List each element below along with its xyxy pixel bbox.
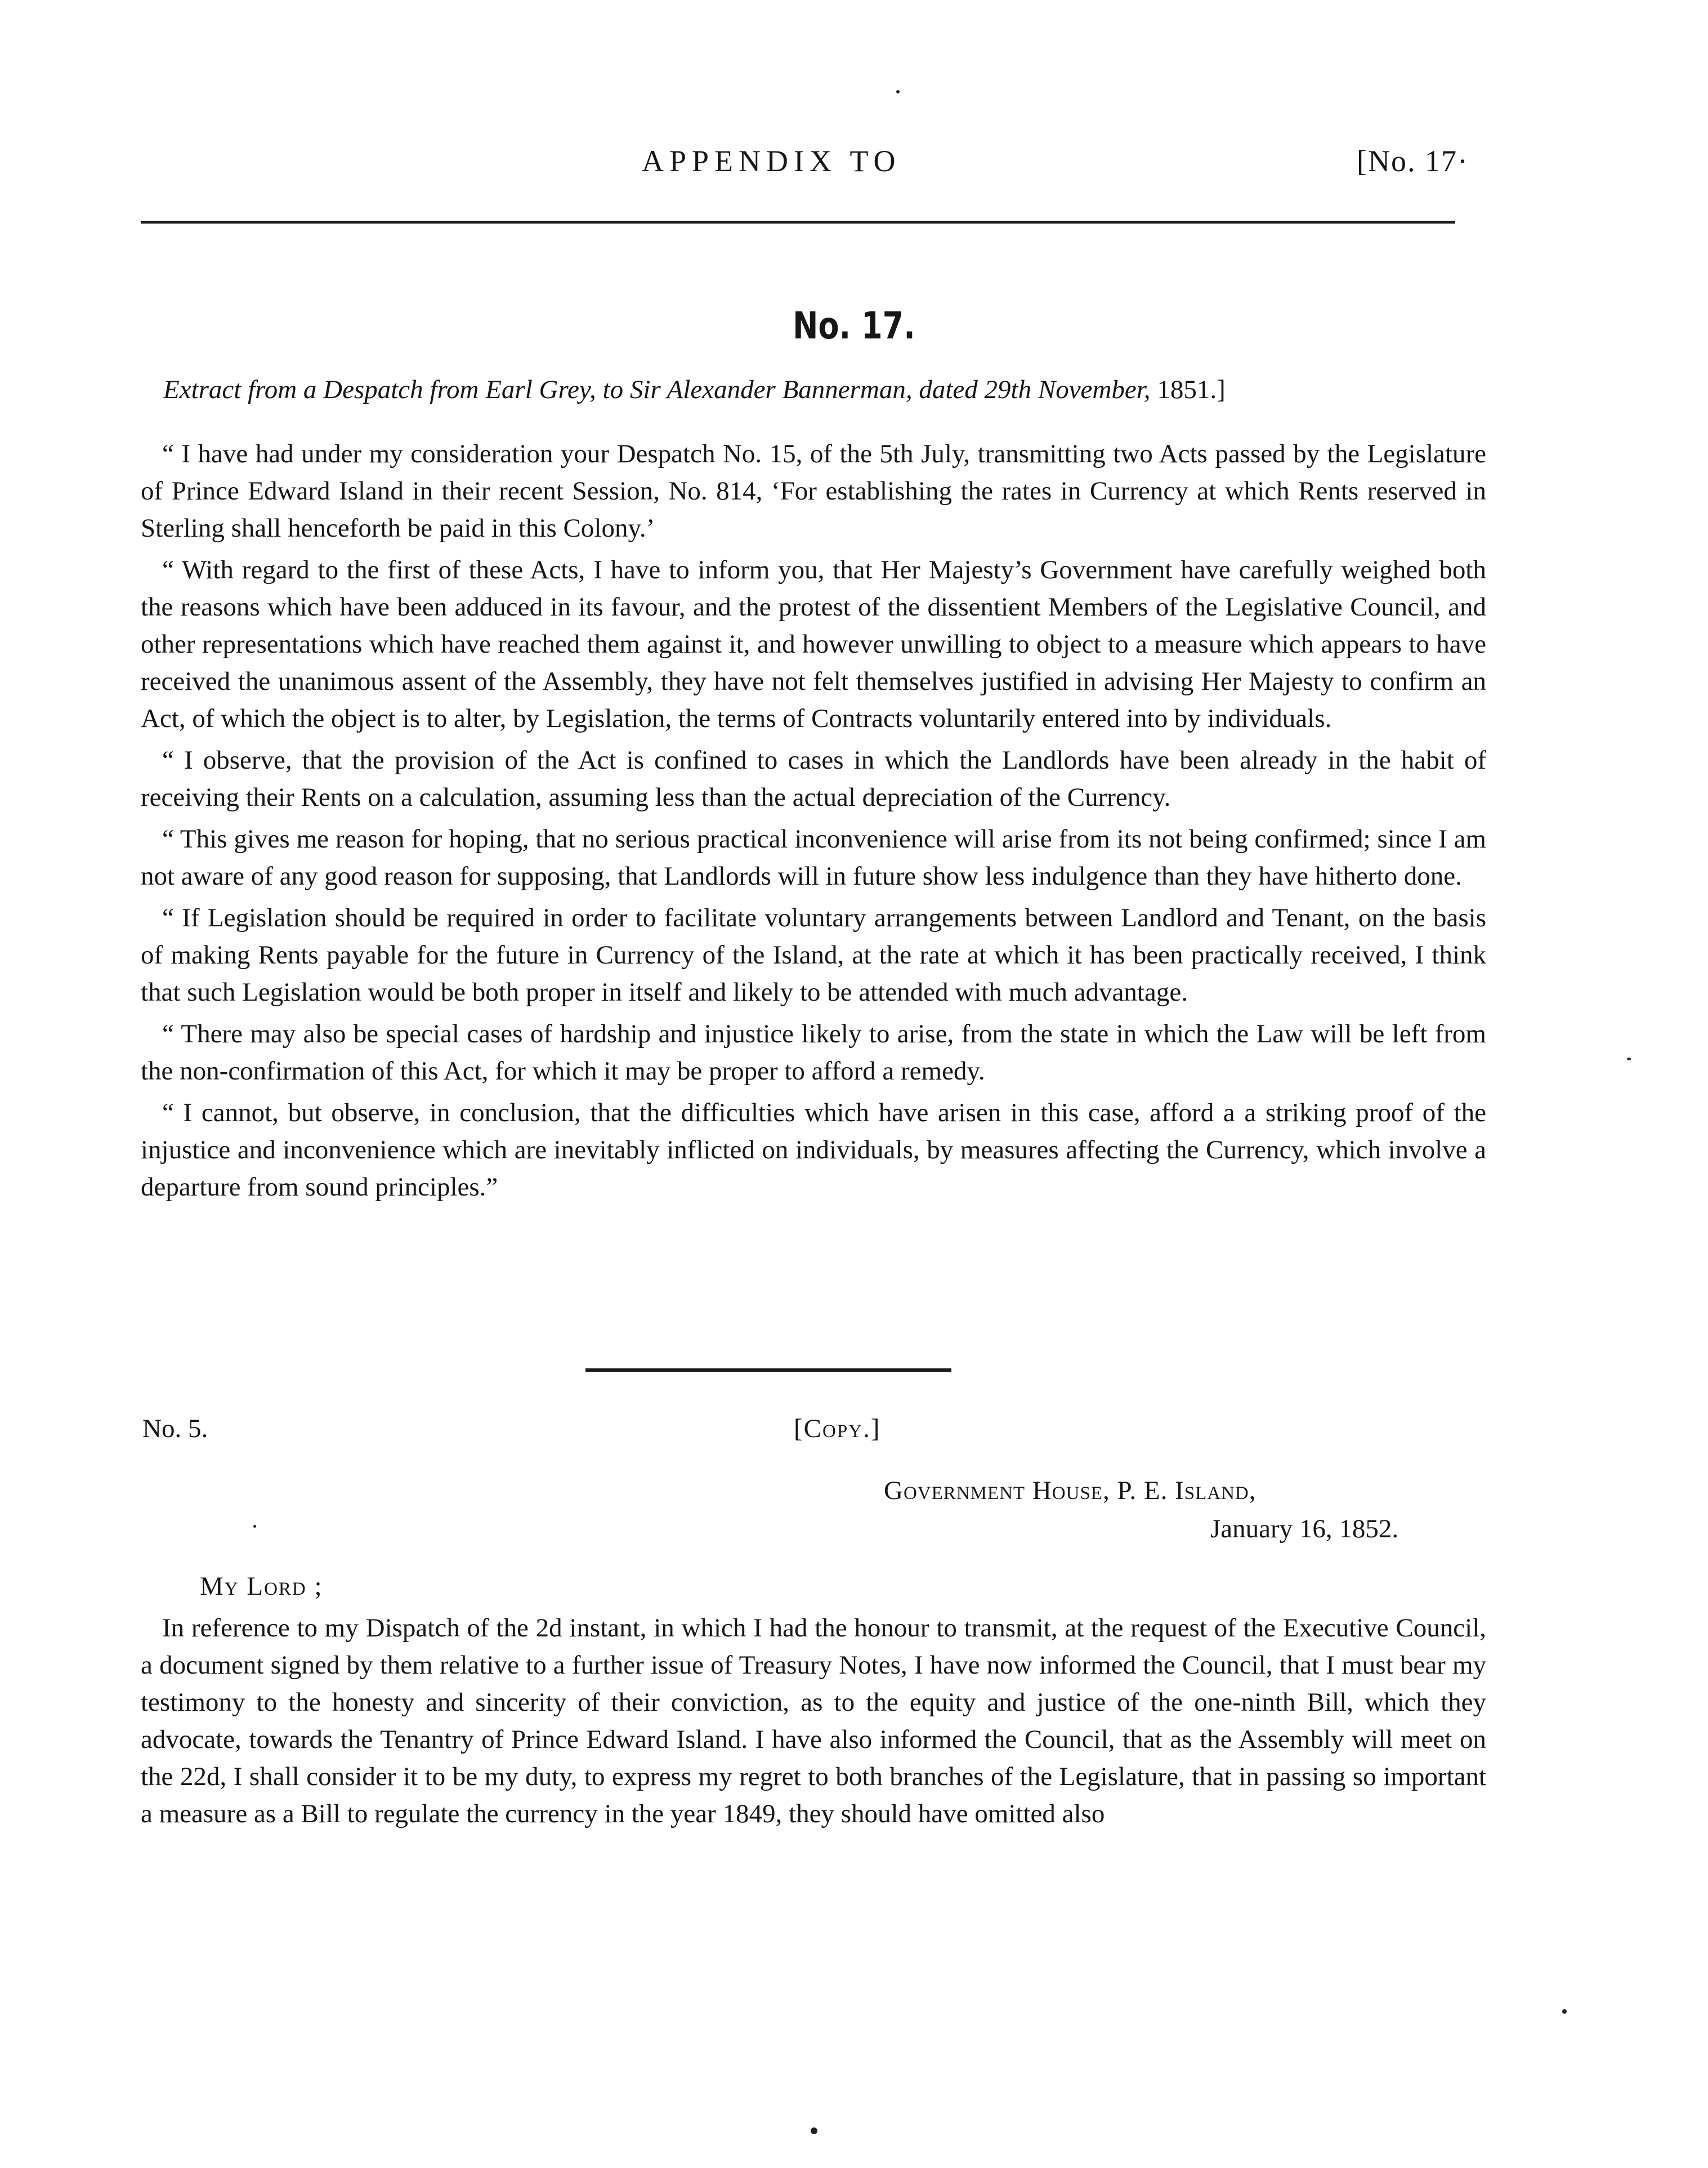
letter-date: January 16, 1852. [1210,1514,1399,1544]
despatch-quote [141,435,1486,1210]
quote-paragraph: “ There may also be special cases of hardship and injustice likely to arise, from the state in which the Law will be left from the non-confirmation of this Act, for which it may be proper to afford a remedy. [141,1019,1486,1086]
extract-title [163,374,1503,405]
page-reference: [No. 17· [1357,144,1469,178]
letter-number: No. 5. [142,1414,208,1443]
section-divider [585,1368,951,1372]
quote-paragraph: “ With regard to the first of these Acts, I have to inform you, that Her Majesty’s Government have carefully weighed both the reasons which have been adduced in its favour, and the protest of the dissentient Members of the Legislative Council, and other representations which have reached them against it, and however unwilling to object to a measure which appears to have received the unanimous assent of the Assembly, they have not felt themselves justified in advising Her Majesty to confirm an Act, of which the object is to alter, by Legislation, the terms of Contracts voluntarily entered into by individuals. [141,555,1486,733]
quote-paragraph: “ This gives me reason for hoping, that no serious practical inconvenience will arise from its not being confirmed; since I am not aware of any good reason for supposing, that Landlords will in future show less indulgence than they have hitherto done. [141,824,1486,891]
ink-speck [811,2127,817,2134]
letter-salutation: My Lord ; [200,1572,323,1601]
header-rule [141,221,1455,224]
quote-paragraph: “ I have had under my consideration your Despatch No. 15, of the 5th July, transmitting two Acts passed by the Legislature of Prince Edward Island in their recent Session, No. 814, ‘For establishing the rates in Currency at which Rents reserved in Sterling shall henceforth be paid in this Colony.’ [141,439,1486,543]
ink-speck [253,1525,256,1528]
ink-speck [1562,2009,1567,2014]
quote-paragraph: “ I observe, that the provision of the Act is confined to cases in which the Landlords have been already in the habit of receiving their Rents on a calculation, assuming less than the actual depreciation of the Currency. [141,746,1486,812]
ink-speck [1627,1058,1631,1060]
quote-paragraph: “ I cannot, but observe, in conclusion, that the difficulties which have arisen in this case, afford a a striking proof of the injustice and inconvenience which are inevitably inflicted on individuals, by measures affecting the Currency, which involve a departure from sound principles.” [141,1098,1486,1202]
document-number: No. 17. [793,304,915,347]
letter-address: Government House, P. E. Island, [884,1476,1257,1505]
letter-paragraph: In reference to my Dispatch of the 2d instant, in which I had the honour to transmit, at the request of the Executive Council, a document signed by them relative to a further issue of Treasury Notes, I have now informed the Council, that I must bear my testimony to the honesty and sincerity of their conviction, as to the equity and justice of the one-ninth Bill, which they advocate, towards the Tenantry of Prince Edward Island. I have also informed the Council, that as the Assembly will meet on the 22d, I shall consider it to be my duty, to express my regret to both branches of the Legislature, that in passing so important a measure as a Bill to regulate the currency in the year 1849, they should have omitted also [141,1613,1486,1828]
extract-title-year: 1851.] [1157,375,1226,404]
ink-speck [896,90,900,93]
running-title: APPENDIX TO [642,144,901,178]
quote-paragraph: “ If Legislation should be required in order to facilitate voluntary arrangements between Landlord and Tenant, on the basis of making Rents payable for the future in Currency of the Island, at the rate at which it has been practically received, I think that such Legislation would be both proper in itself and likely to be attended with much advantage. [141,903,1486,1007]
copy-mark: [Copy.] [794,1414,881,1443]
letter-body [141,1609,1486,1837]
extract-title-text: Extract from a Despatch from Earl Grey, to Sir Alexander Bannerman, dated 29th November, [163,375,1151,404]
